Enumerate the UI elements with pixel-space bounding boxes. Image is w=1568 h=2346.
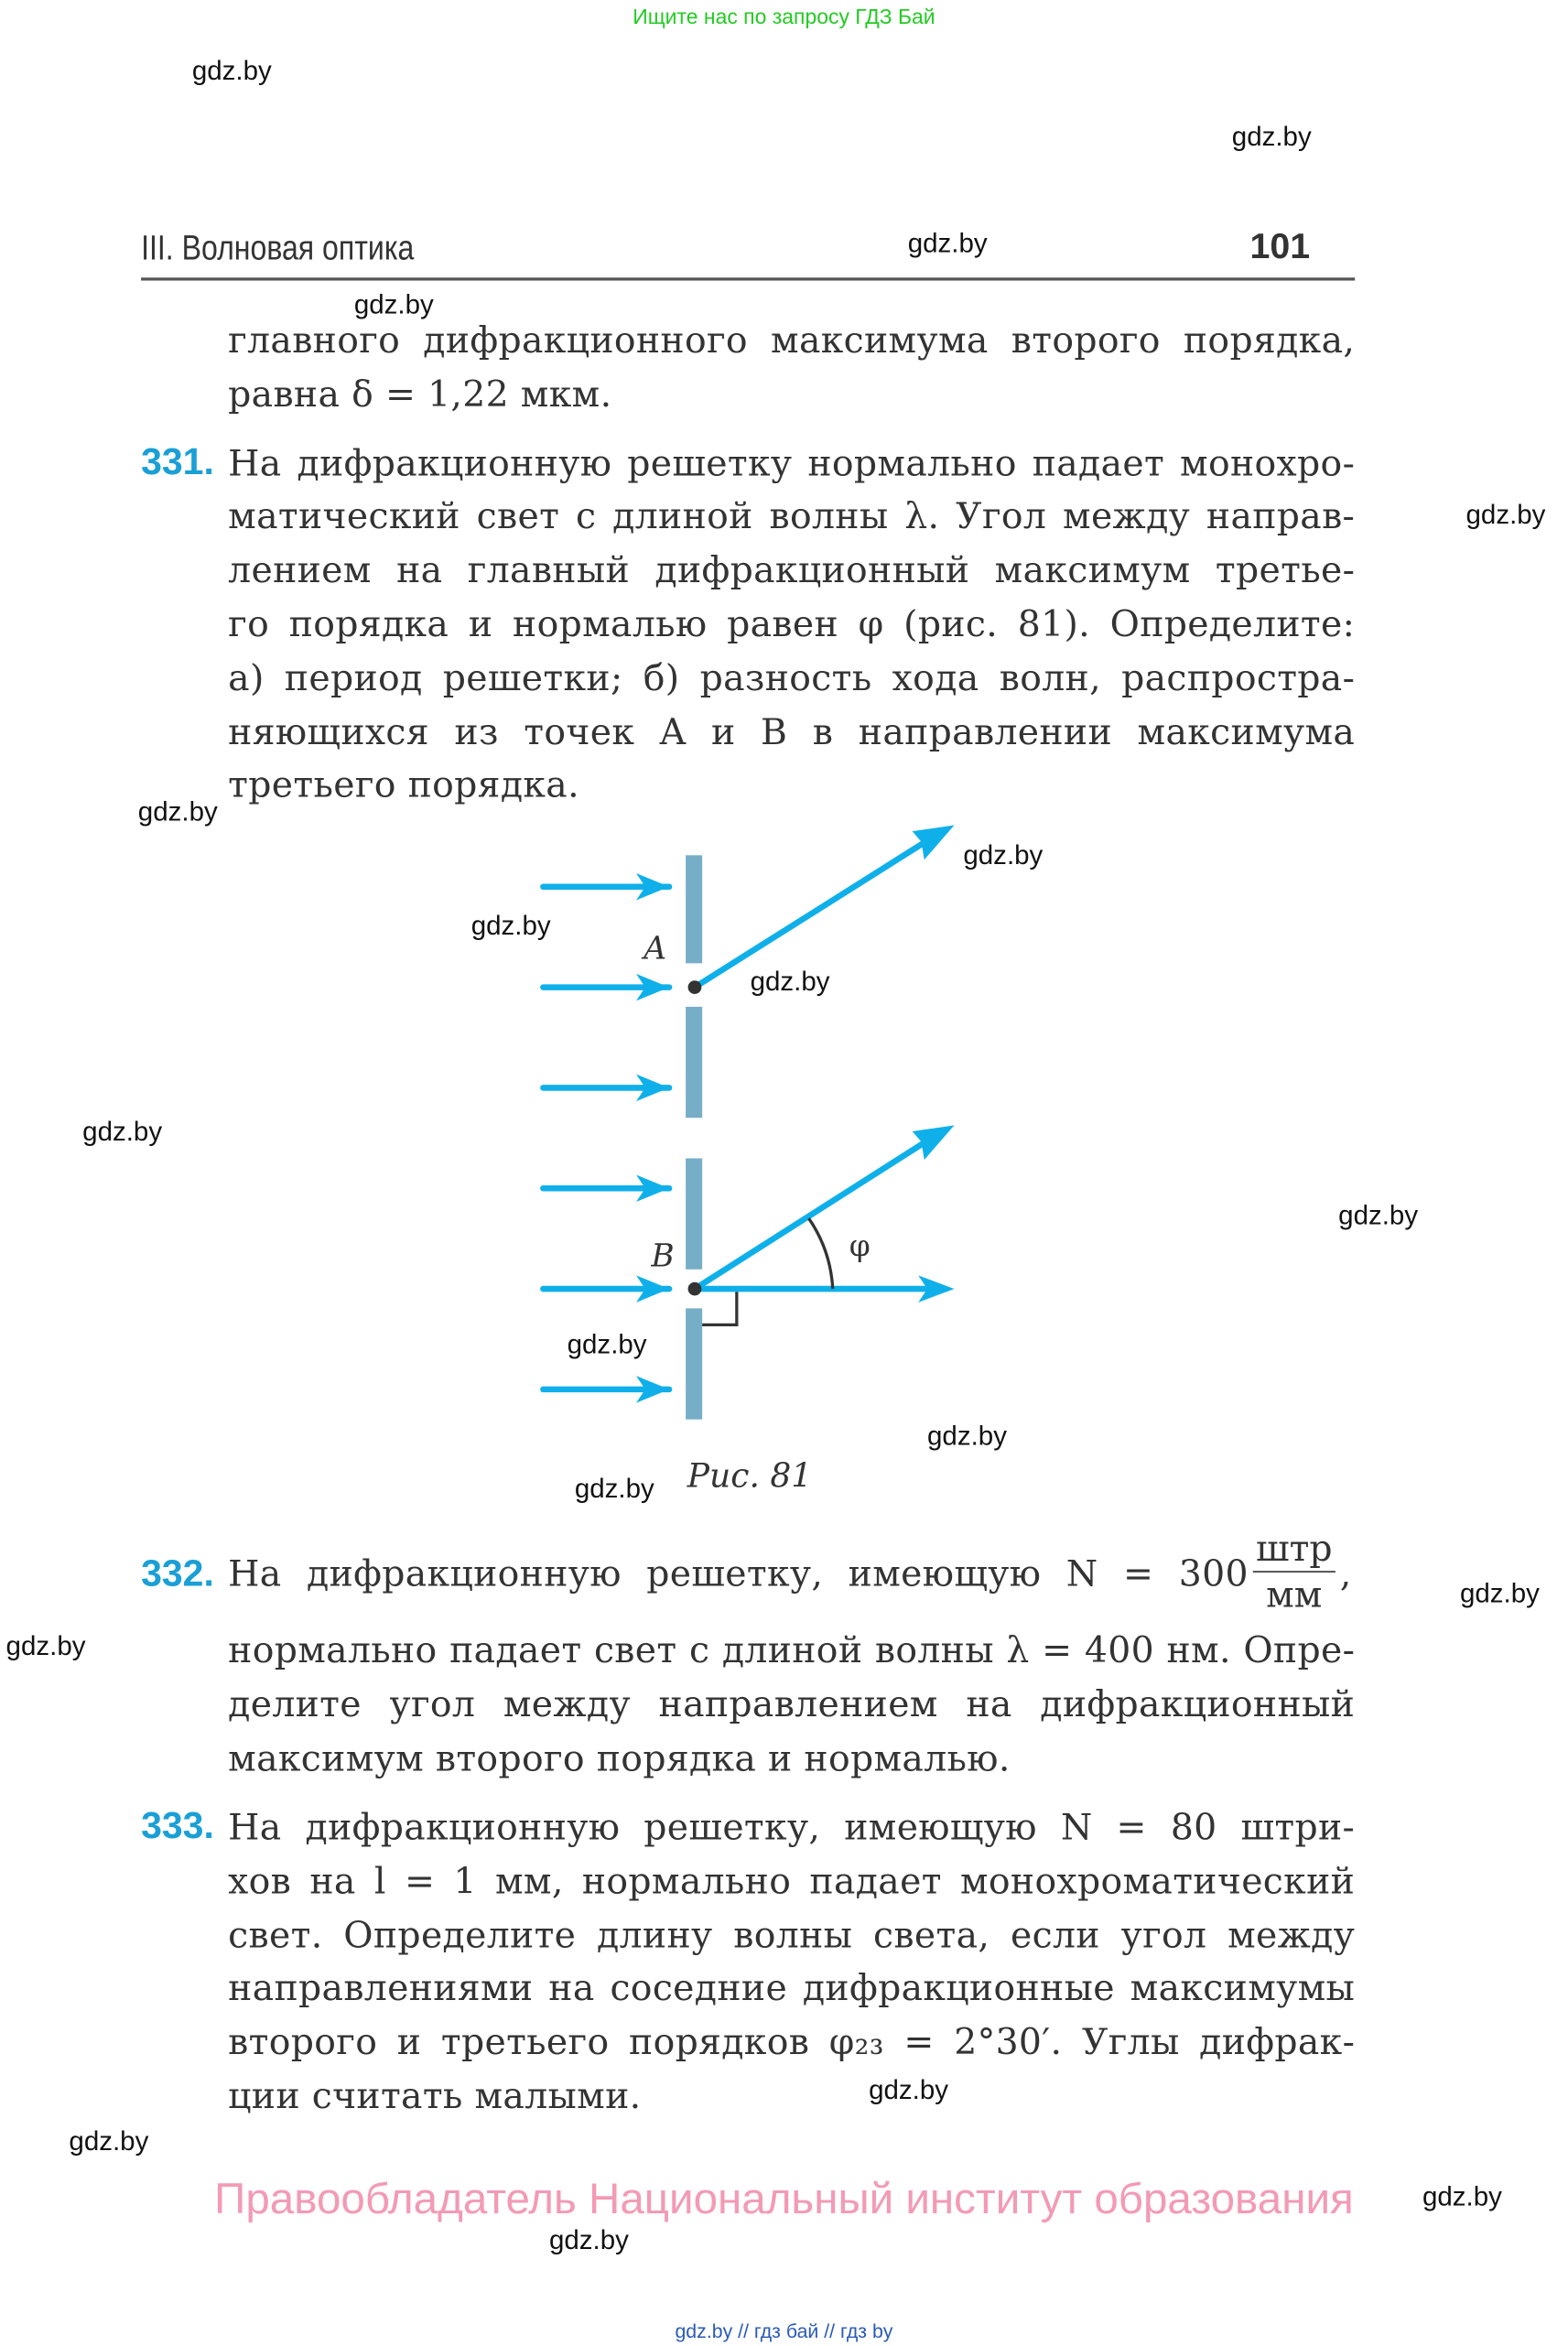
figure-caption: Рис. 81 <box>687 1458 813 1497</box>
watermark: gdz.by <box>963 839 1044 870</box>
watermark: gdz.by <box>869 2075 949 2105</box>
diffracted-ray-a <box>695 838 930 987</box>
text-line: равна δ = 1,22 мкм. <box>228 373 612 416</box>
fraction-numerator: штр <box>1253 1526 1336 1573</box>
watermark: gdz.by <box>574 1473 654 1504</box>
grating-segment <box>686 1007 702 1118</box>
grating-segment <box>686 1308 702 1419</box>
watermark: gdz.by <box>907 228 988 258</box>
watermark: gdz.by <box>1231 121 1312 152</box>
watermark: gdz.by <box>353 289 434 320</box>
text-line: а) период решетки; б) разность хода волн, распростра- <box>228 656 1356 699</box>
text-line: На дифракционную решетку, имеющую N = 80 штри- <box>228 1806 1356 1849</box>
right-angle-mark <box>702 1292 737 1324</box>
label-a: A <box>643 930 667 967</box>
watermark: gdz.by <box>1459 1578 1540 1609</box>
grating-segment <box>686 855 702 963</box>
text-line: На дифракционную решетку, имеющую N = 300 <box>228 1552 1249 1595</box>
text-line: На дифракционную решетку нормально падает монохро- <box>228 442 1356 485</box>
watermark: gdz.by <box>1465 499 1546 530</box>
text-line: второго и третьего порядков φ₂₃ = 2°30′. Углы дифрак- <box>228 2021 1356 2063</box>
copyright-footer: Правообладатель Национальный институт образования <box>214 2175 1354 2224</box>
text-line: няющихся из точек A и B в направлении максимума <box>228 710 1356 753</box>
watermark: gdz.by <box>5 1630 86 1661</box>
watermark: gdz.by <box>1422 2181 1502 2212</box>
text-line: хов на l = 1 мм, нормально падает монохроматический <box>228 1860 1356 1903</box>
text-line: третьего порядка. <box>228 763 579 806</box>
watermark: gdz.by <box>1338 1200 1419 1231</box>
watermark: gdz.by <box>927 1421 1007 1452</box>
problem-number: 333. <box>141 1804 214 1847</box>
fraction-lines-per-mm <box>1253 1526 1336 1617</box>
grating-segment <box>686 1158 702 1269</box>
watermark: gdz.by <box>548 2224 629 2255</box>
page-number: 101 <box>1249 226 1311 267</box>
section-title: III. Волновая оптика <box>141 228 415 267</box>
fraction-denominator: мм <box>1266 1573 1323 1616</box>
text-line: лением на главный дифракционный максимум третье- <box>228 548 1356 591</box>
watermark: gdz.by <box>191 55 272 86</box>
watermark: gdz.by <box>470 910 551 941</box>
watermark: gdz.by <box>750 966 830 997</box>
text-line: го порядка и нормалью равен φ (рис. 81). Определите: <box>228 602 1356 645</box>
angle-arc <box>809 1218 833 1289</box>
text-line: максимум второго порядка и нормалью. <box>228 1737 1011 1780</box>
diffracted-ray-b <box>695 1139 930 1289</box>
search-banner[interactable]: Ищите нас по запросу ГДЗ Бай <box>633 4 935 29</box>
text-line: делите угол между направлением на дифракционный <box>228 1683 1356 1726</box>
footer-links[interactable]: gdz.by // гдз бай // гдз by <box>675 2319 893 2342</box>
point-a <box>688 980 702 994</box>
fraction-comma: , <box>1339 1552 1352 1595</box>
text-line: главного дифракционного максимума второго порядка, <box>228 319 1356 362</box>
label-phi: φ <box>849 1227 871 1264</box>
watermark: gdz.by <box>69 2125 149 2157</box>
text-line: направлениями на соседние дифракционные максимумы <box>228 1966 1356 2009</box>
watermark: gdz.by <box>137 796 218 827</box>
watermark: gdz.by <box>567 1329 647 1360</box>
text-line: ции считать малыми. <box>228 2075 642 2117</box>
text-line: нормально падает свет с длиной волны λ = 400 нм. Опре- <box>228 1629 1356 1672</box>
problem-number: 332. <box>141 1552 214 1595</box>
problem-number: 331. <box>141 440 214 483</box>
label-b: B <box>651 1238 675 1274</box>
arrowheads <box>636 826 955 1403</box>
watermark: gdz.by <box>82 1116 163 1147</box>
grating <box>686 855 702 1419</box>
text-line: матический свет с длиной волны λ. Угол между направ- <box>228 494 1356 537</box>
text-line: свет. Определите длину волны света, если угол между <box>228 1914 1356 1957</box>
point-b <box>688 1282 702 1296</box>
